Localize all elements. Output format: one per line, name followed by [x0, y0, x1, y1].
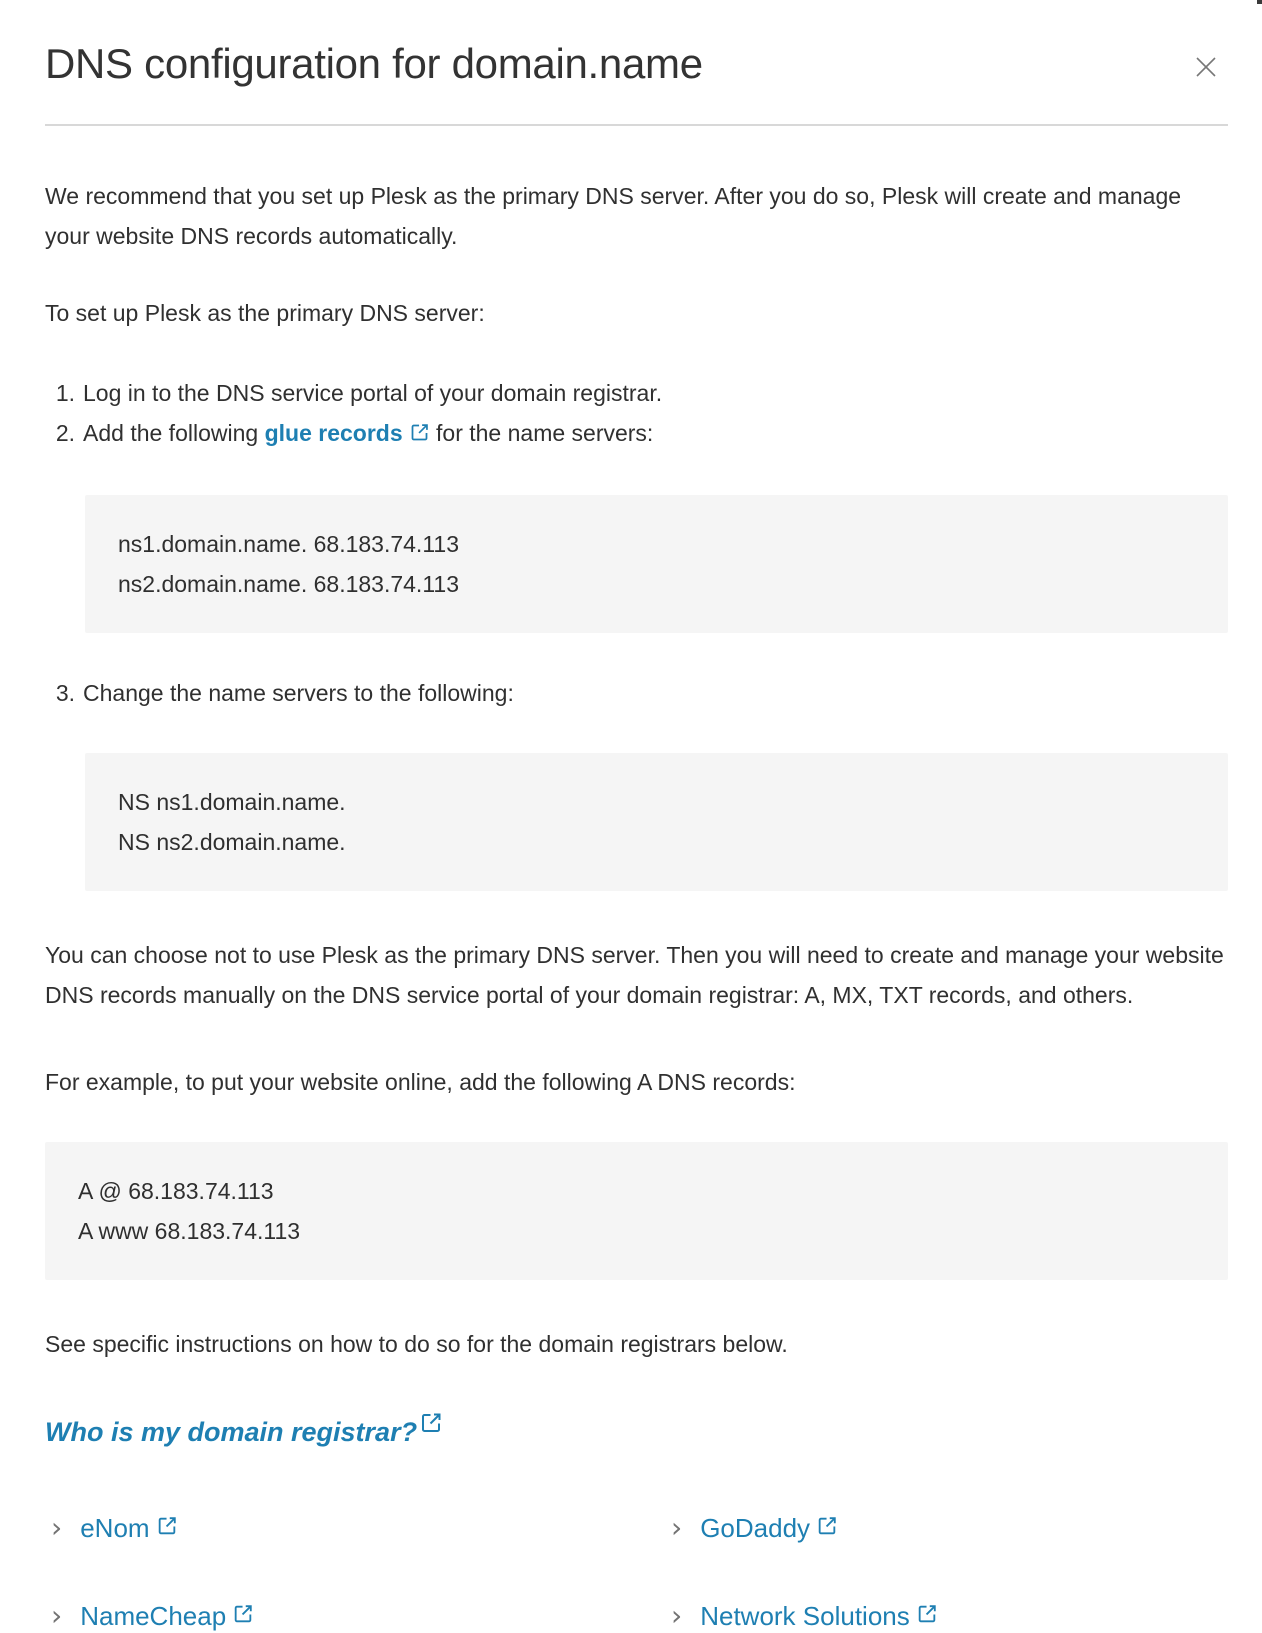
a-records-code-block — [45, 1142, 1228, 1280]
external-link-icon — [816, 1511, 838, 1545]
enom-link[interactable]: eNom — [80, 1513, 150, 1544]
list-item — [665, 1599, 1228, 1633]
code-line: NS ns1.domain.name. — [118, 789, 346, 816]
name-servers-code-block — [85, 753, 1228, 891]
godaddy-link[interactable]: GoDaddy — [700, 1513, 811, 1544]
registrar-question-line — [45, 1409, 1228, 1449]
glue-records-link[interactable]: glue records — [264, 420, 403, 447]
who-is-my-registrar-link[interactable]: Who is my domain registrar? — [45, 1417, 418, 1448]
list-item — [45, 1599, 665, 1633]
namecheap-link[interactable]: NameCheap — [80, 1601, 227, 1632]
step-text: Log in to the DNS service portal of your domain registrar. — [83, 380, 663, 407]
glue-records-code-block — [85, 495, 1228, 633]
external-link-icon — [419, 1409, 443, 1443]
intro-paragraph: We recommend that you set up Plesk as the primary DNS server. After you do so, Plesk will create and manage your website DNS records automatically. — [45, 183, 1182, 250]
setup-steps-list — [45, 373, 1228, 455]
code-line: A @ 68.183.74.113 — [78, 1178, 274, 1205]
example-paragraph: For example, to put your website online, add the following A DNS records: — [45, 1069, 796, 1096]
step-number: 2. — [55, 420, 75, 447]
registrar-links-grid — [45, 1511, 1228, 1633]
step-text: Change the name servers to the following: — [83, 680, 514, 707]
network-solutions-link[interactable]: Network Solutions — [700, 1601, 910, 1632]
page-title: DNS configuration for domain.name — [45, 40, 703, 87]
chevron-right-icon: › — [671, 1599, 683, 1633]
chevron-right-icon: › — [51, 1599, 63, 1633]
close-icon — [1194, 55, 1218, 82]
chevron-right-icon: › — [671, 1511, 683, 1545]
code-line: A www 68.183.74.113 — [78, 1218, 301, 1245]
chevron-right-icon: › — [51, 1511, 63, 1545]
close-button[interactable] — [1192, 54, 1220, 82]
code-line: ns1.domain.name. 68.183.74.113 — [118, 531, 459, 558]
manual-dns-paragraph: You can choose not to use Plesk as the primary DNS server. Then you will need to create and manage your website DNS records manually on the DNS service portal of your domain registrar: A, MX, TXT records, and others. — [45, 942, 1224, 1009]
list-item — [45, 413, 1228, 455]
step-text-suffix: for the name servers: — [429, 420, 654, 447]
setup-heading: To set up Plesk as the primary DNS server: — [45, 300, 485, 327]
code-line: NS ns2.domain.name. — [118, 829, 346, 856]
setup-steps-list-continued — [45, 673, 1228, 713]
external-link-icon — [232, 1599, 254, 1633]
step-text-prefix: Add the following — [83, 420, 265, 447]
title-divider — [45, 124, 1228, 126]
list-item — [665, 1511, 1228, 1545]
code-line: ns2.domain.name. 68.183.74.113 — [118, 571, 459, 598]
see-instructions-paragraph: See specific instructions on how to do so for the domain registrars below. — [45, 1331, 788, 1358]
step-number: 1. — [55, 380, 75, 407]
external-link-icon — [916, 1599, 938, 1633]
external-link-icon — [156, 1511, 178, 1545]
external-link-icon — [409, 415, 430, 455]
screen-corner-artifact — [1257, 0, 1262, 4]
list-item — [45, 373, 1228, 413]
list-item — [45, 1511, 665, 1545]
step-number: 3. — [55, 680, 75, 707]
list-item — [45, 673, 1228, 713]
step-text — [83, 413, 1228, 455]
